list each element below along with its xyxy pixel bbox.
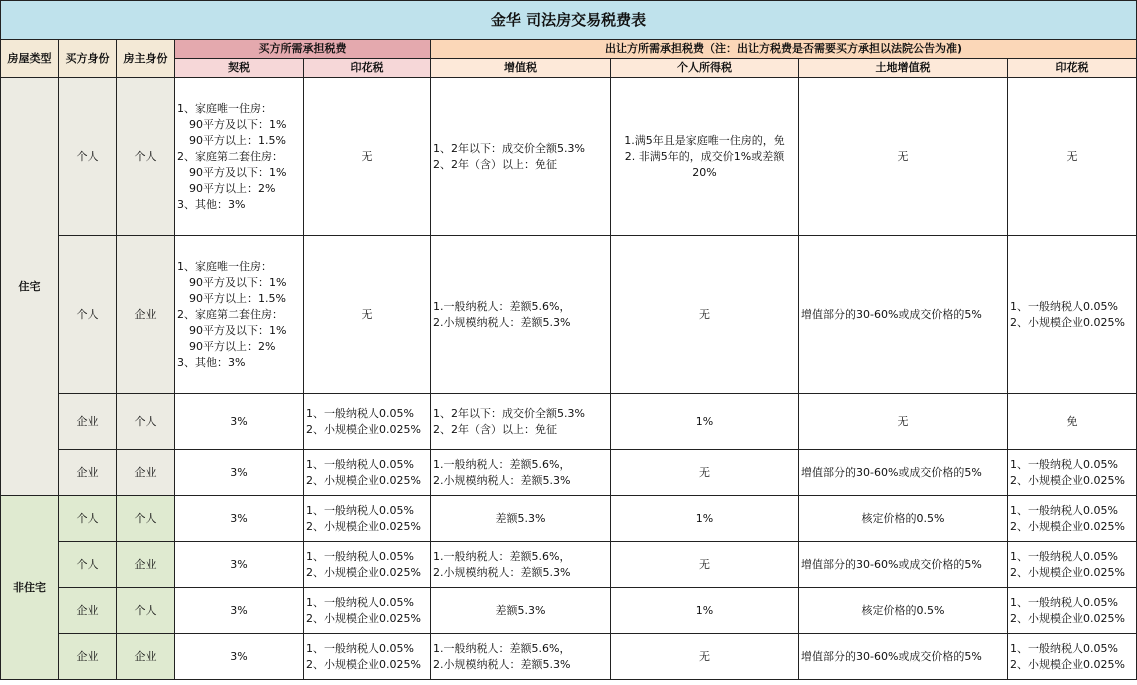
land-vat-cell: 增值部分的30-60%或成交价格的5% [799, 236, 1008, 394]
category-residential: 住宅 [1, 78, 59, 496]
vat-cell: 差额5.3% [431, 588, 611, 634]
buyer-identity-cell: 企业 [59, 634, 117, 680]
vat-cell: 差额5.3% [431, 496, 611, 542]
buyer-identity-cell: 个人 [59, 78, 117, 236]
owner-identity-cell: 企业 [117, 236, 175, 394]
seller-stamp-cell [1008, 450, 1137, 496]
stamp-line: 1、一般纳税人0.05% [1010, 549, 1118, 563]
buyer-identity-cell: 个人 [59, 496, 117, 542]
table-row [1, 542, 1137, 588]
vat-line: 2.小规模纳税人：差额5.3% [433, 565, 571, 579]
header-seller-stamp-tax: 印花税 [1008, 59, 1137, 78]
table-row [1, 450, 1137, 496]
stamp-line: 1、一般纳税人0.05% [306, 595, 414, 609]
table-row [1, 78, 1137, 236]
owner-identity-cell: 个人 [117, 394, 175, 450]
header-deed-tax: 契税 [175, 59, 304, 78]
deed-line: 90平方以上：2% [189, 339, 276, 353]
buyer-stamp-cell [304, 634, 431, 680]
deed-line: 90平方及以下：1% [189, 275, 287, 289]
income-tax-cell: 无 [611, 236, 799, 394]
owner-identity-cell: 企业 [117, 634, 175, 680]
deed-line: 90平方及以下：1% [189, 323, 287, 337]
land-vat-cell: 核定价格的0.5% [799, 496, 1008, 542]
stamp-line: 1、一般纳税人0.05% [306, 457, 414, 471]
land-vat-cell: 增值部分的30-60%或成交价格的5% [799, 450, 1008, 496]
seller-stamp-cell [1008, 588, 1137, 634]
deed-tax-cell: 3% [175, 394, 304, 450]
buyer-stamp-cell [304, 588, 431, 634]
seller-stamp-cell: 免 [1008, 394, 1137, 450]
buyer-stamp-cell: 无 [304, 236, 431, 394]
seller-stamp-cell: 无 [1008, 78, 1137, 236]
vat-line: 1.一般纳税人：差额5.6%， [433, 299, 571, 313]
stamp-line: 2、小规模企业0.025% [306, 473, 421, 487]
deed-line: 1、家庭唯一住房： [177, 101, 272, 115]
header-vat: 增值税 [431, 59, 611, 78]
buyer-stamp-cell [304, 450, 431, 496]
vat-cell [431, 78, 611, 236]
owner-identity-cell: 企业 [117, 450, 175, 496]
stamp-line: 1、一般纳税人0.05% [1010, 457, 1118, 471]
stamp-line: 1、一般纳税人0.05% [306, 503, 414, 517]
buyer-stamp-cell [304, 394, 431, 450]
deed-line: 90平方以上：2% [189, 181, 276, 195]
deed-tax-cell [175, 236, 304, 394]
table-row [1, 236, 1137, 394]
income-line: 20% [692, 165, 717, 179]
income-tax-cell [611, 78, 799, 236]
deed-line: 90平方及以下：1% [189, 165, 287, 179]
buyer-identity-cell: 个人 [59, 236, 117, 394]
deed-line: 90平方及以下：1% [189, 117, 287, 131]
stamp-line: 2、小规模企业0.025% [1010, 473, 1125, 487]
vat-cell [431, 236, 611, 394]
income-tax-cell: 无 [611, 634, 799, 680]
income-tax-cell: 1% [611, 588, 799, 634]
stamp-line: 2、小规模企业0.025% [1010, 315, 1125, 329]
vat-line: 2、2年（含）以上：免征 [433, 422, 557, 436]
buyer-stamp-cell: 无 [304, 78, 431, 236]
vat-cell [431, 394, 611, 450]
stamp-line: 2、小规模企业0.025% [306, 611, 421, 625]
header-seller-taxes: 出让方所需承担税费（注：出让方税费是否需要买方承担以法院公告为准) [431, 40, 1137, 59]
income-line: 2. 非满5年的，成交价1%或差额 [624, 149, 785, 163]
owner-identity-cell: 企业 [117, 542, 175, 588]
vat-line: 1、2年以下：成交价全额5.3% [433, 406, 585, 420]
land-vat-cell: 增值部分的30-60%或成交价格的5% [799, 542, 1008, 588]
income-tax-cell: 无 [611, 542, 799, 588]
deed-tax-cell: 3% [175, 542, 304, 588]
stamp-line: 2、小规模企业0.025% [1010, 611, 1125, 625]
seller-stamp-cell [1008, 542, 1137, 588]
stamp-line: 2、小规模企业0.025% [306, 422, 421, 436]
header-owner-identity: 房主身份 [117, 40, 175, 78]
vat-line: 1.一般纳税人：差额5.6%， [433, 549, 571, 563]
header-income-tax: 个人所得税 [611, 59, 799, 78]
header-buyer-stamp-tax: 印花税 [304, 59, 431, 78]
deed-line: 3、其他：3% [177, 355, 246, 369]
seller-stamp-cell [1008, 496, 1137, 542]
vat-line: 1.一般纳税人：差额5.6%， [433, 641, 571, 655]
buyer-identity-cell: 企业 [59, 588, 117, 634]
owner-identity-cell: 个人 [117, 496, 175, 542]
owner-identity-cell: 个人 [117, 78, 175, 236]
land-vat-cell: 增值部分的30-60%或成交价格的5% [799, 634, 1008, 680]
income-tax-cell: 1% [611, 496, 799, 542]
stamp-line: 1、一般纳税人0.05% [1010, 595, 1118, 609]
deed-line: 90平方以上：1.5% [189, 133, 286, 147]
table-row [1, 588, 1137, 634]
deed-tax-cell: 3% [175, 634, 304, 680]
header-buyer-identity: 买方身份 [59, 40, 117, 78]
table-row [1, 496, 1137, 542]
seller-stamp-cell [1008, 236, 1137, 394]
header-land-vat: 土地增值税 [799, 59, 1008, 78]
table-title: 金华 司法房交易税费表 [1, 1, 1137, 40]
income-line: 1.满5年且是家庭唯一住房的，免 [624, 133, 785, 147]
land-vat-cell: 无 [799, 78, 1008, 236]
deed-tax-cell: 3% [175, 496, 304, 542]
table-row [1, 394, 1137, 450]
stamp-line: 1、一般纳税人0.05% [306, 406, 414, 420]
deed-tax-cell: 3% [175, 450, 304, 496]
stamp-line: 2、小规模企业0.025% [1010, 519, 1125, 533]
stamp-line: 2、小规模企业0.025% [1010, 657, 1125, 671]
deed-line: 3、其他：3% [177, 197, 246, 211]
table-row [1, 634, 1137, 680]
vat-cell [431, 542, 611, 588]
income-tax-cell: 无 [611, 450, 799, 496]
stamp-line: 1、一般纳税人0.05% [1010, 503, 1118, 517]
vat-cell [431, 634, 611, 680]
buyer-identity-cell: 个人 [59, 542, 117, 588]
stamp-line: 1、一般纳税人0.05% [306, 641, 414, 655]
vat-line: 2.小规模纳税人：差额5.3% [433, 473, 571, 487]
stamp-line: 2、小规模企业0.025% [306, 565, 421, 579]
buyer-identity-cell: 企业 [59, 450, 117, 496]
vat-line: 2.小规模纳税人：差额5.3% [433, 315, 571, 329]
income-tax-cell: 1% [611, 394, 799, 450]
buyer-stamp-cell [304, 542, 431, 588]
deed-line: 1、家庭唯一住房： [177, 259, 272, 273]
header-buyer-taxes: 买方所需承担税费 [175, 40, 431, 59]
deed-tax-cell [175, 78, 304, 236]
header-property-type: 房屋类型 [1, 40, 59, 78]
deed-line: 90平方以上：1.5% [189, 291, 286, 305]
category-non-residential: 非住宅 [1, 496, 59, 680]
stamp-line: 1、一般纳税人0.05% [1010, 299, 1118, 313]
land-vat-cell: 无 [799, 394, 1008, 450]
deed-line: 2、家庭第二套住房： [177, 307, 283, 321]
buyer-stamp-cell [304, 496, 431, 542]
owner-identity-cell: 个人 [117, 588, 175, 634]
seller-stamp-cell [1008, 634, 1137, 680]
vat-cell [431, 450, 611, 496]
stamp-line: 2、小规模企业0.025% [1010, 565, 1125, 579]
vat-line: 2.小规模纳税人：差额5.3% [433, 657, 571, 671]
stamp-line: 1、一般纳税人0.05% [1010, 641, 1118, 655]
deed-line: 2、家庭第二套住房： [177, 149, 283, 163]
buyer-identity-cell: 企业 [59, 394, 117, 450]
stamp-line: 2、小规模企业0.025% [306, 519, 421, 533]
deed-tax-cell: 3% [175, 588, 304, 634]
land-vat-cell: 核定价格的0.5% [799, 588, 1008, 634]
stamp-line: 2、小规模企业0.025% [306, 657, 421, 671]
vat-line: 1、2年以下：成交价全额5.3% [433, 141, 585, 155]
stamp-line: 1、一般纳税人0.05% [306, 549, 414, 563]
vat-line: 1.一般纳税人：差额5.6%， [433, 457, 571, 471]
vat-line: 2、2年（含）以上：免征 [433, 157, 557, 171]
